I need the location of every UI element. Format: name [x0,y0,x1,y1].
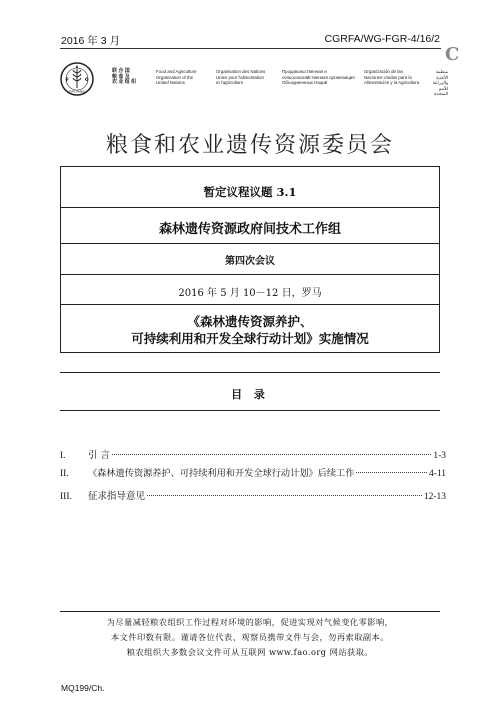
footer-note-line-1: 为尽量减轻粮农组织工作过程对环境的影响，促进实现对气候变化零影响， [106,617,394,627]
document-date: 2016 年 3 月 [61,35,120,47]
footer-note-line-3: 粮农组织大多数会议文件可从互联网 www.fao.org 网站获取。 [126,647,374,657]
svg-text:F: F [66,77,69,82]
meeting-date-place: 2016 年 5 月 10－12 日，罗马 [178,288,322,299]
meeting-info-box [60,166,440,353]
job-number: MQ199/Ch. [61,683,105,693]
subject-line-1: 《森林遗传资源养护、 [187,314,313,329]
toc-entry-number: III. [60,492,72,502]
logo-motto-text: FIAT PANIS [69,89,85,94]
org-name-chinese: 联 合 国 粮 食 及 农 业 组 织 [112,68,137,86]
toc-entry-pages: 1-3 [433,451,446,461]
footer-note-line-2: 本文件印数有限。谨请各位代表、观察员携带文件与会，勿再索取副本。 [110,632,389,642]
org-name-french: Organisation des Nations Unies pour l'alimentation et l'agriculture [216,69,266,86]
toc-entry-label: 引 言 [88,450,111,461]
committee-title: 粮食和农业遗传资源委员会 [105,133,394,158]
org-name-english: Food and Agriculture Organization of the United Nations [156,69,197,86]
language-code: C [445,44,460,65]
toc-leader-dots [147,495,422,496]
fao-logo [60,62,94,96]
agenda-item: 暂定议程议题 3.1 [203,185,297,199]
org-name-spanish: Organización de las Naciones Unidas para la Alimentación y la Agricultura [364,69,420,86]
toc-entry-label: 《森林遗传资源养护、可持续利用和开发全球行动计划》后续工作 [88,468,355,479]
toc-leader-dots [112,454,431,455]
toc-entry-number: II. [60,469,69,479]
toc-top-rule [60,372,440,373]
toc-entry-number: I. [60,451,66,461]
org-name-arabic: منظمة الأغذية والزراعة للأمم المتحدة [432,69,448,97]
toc-entry-label: 征求指导意见 [88,491,146,502]
box-divider [61,274,439,275]
org-name-russian: Продовольственная и сельскохозяйственная организация Объединенных Наций [282,69,355,86]
toc-entry[interactable] [60,447,446,461]
toc-entry-pages: 12-13 [423,492,446,502]
toc-entry-pages: 4-11 [428,469,446,479]
toc-title-rule [60,410,440,411]
toc-title: 目 录 [231,388,269,401]
organization-names [112,68,447,98]
document-subject [61,313,439,347]
working-group-title: 森林遗传资源政府间技术工作组 [158,222,341,237]
footer-rule [60,611,440,612]
svg-text:O: O [85,77,89,82]
svg-text:A: A [75,65,79,70]
header-rule [60,48,441,49]
toc-entry[interactable] [60,465,446,479]
box-divider [61,243,439,244]
session-title: 第四次会议 [225,256,275,267]
box-divider [61,304,439,305]
document-symbol: CGRFA/WG-FGR-4/16/2 [324,33,440,45]
box-divider [61,207,439,208]
toc-leader-dots [356,472,427,473]
toc-entry[interactable] [60,488,446,502]
subject-line-2: 可持续利用和开发全球行动计划》实施情况 [131,331,369,346]
